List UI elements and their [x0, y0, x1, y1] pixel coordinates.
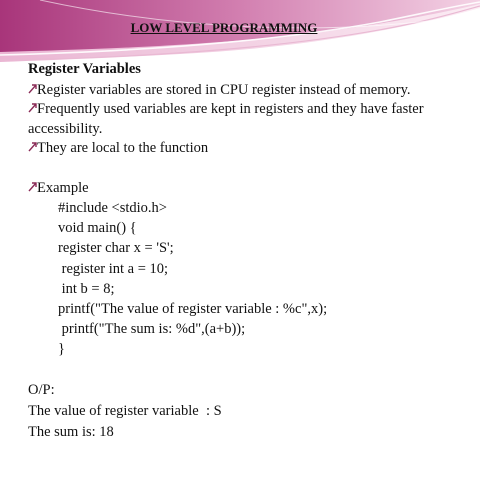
arrow-bullet-icon [28, 83, 37, 94]
output-line: The value of register variable : S [28, 402, 222, 419]
output-label: O/P: [28, 381, 55, 398]
code-line: void main() { [58, 220, 137, 237]
code-line: register int a = 10; [58, 260, 169, 277]
output-line: The sum is: 18 [28, 423, 114, 440]
spacer [28, 159, 468, 179]
code-line: #include <stdio.h> [58, 200, 167, 216]
bullet-item [28, 139, 468, 159]
bullet-text: Frequently used variables are kept in registers and they have faster accessibility. [28, 101, 424, 137]
arrow-bullet-icon [28, 141, 37, 152]
slide-content [28, 60, 468, 443]
code-line: int b = 8; [58, 280, 115, 297]
bullet-text: Register variables are stored in CPU register instead of memory. [37, 81, 411, 98]
bullet-item [28, 100, 468, 139]
bullet-text: They are local to the function [37, 140, 209, 156]
arrow-bullet-icon [28, 102, 37, 113]
section-heading: Register Variables [28, 61, 141, 77]
arrow-bullet-icon [28, 181, 37, 192]
example-label-text: Example [37, 179, 89, 196]
code-line: register char x = 'S'; [58, 240, 174, 257]
code-line: } [58, 341, 65, 358]
code-block [28, 198, 468, 360]
code-line: printf("The value of register variable : %c",x); [58, 301, 328, 318]
slide-title: LOW LEVEL PROGRAMMING [130, 20, 318, 35]
code-line: printf("The sum is: %d",(a+b)); [58, 321, 246, 338]
example-label [28, 179, 468, 199]
bullet-item [28, 81, 468, 101]
output-block [28, 380, 468, 443]
